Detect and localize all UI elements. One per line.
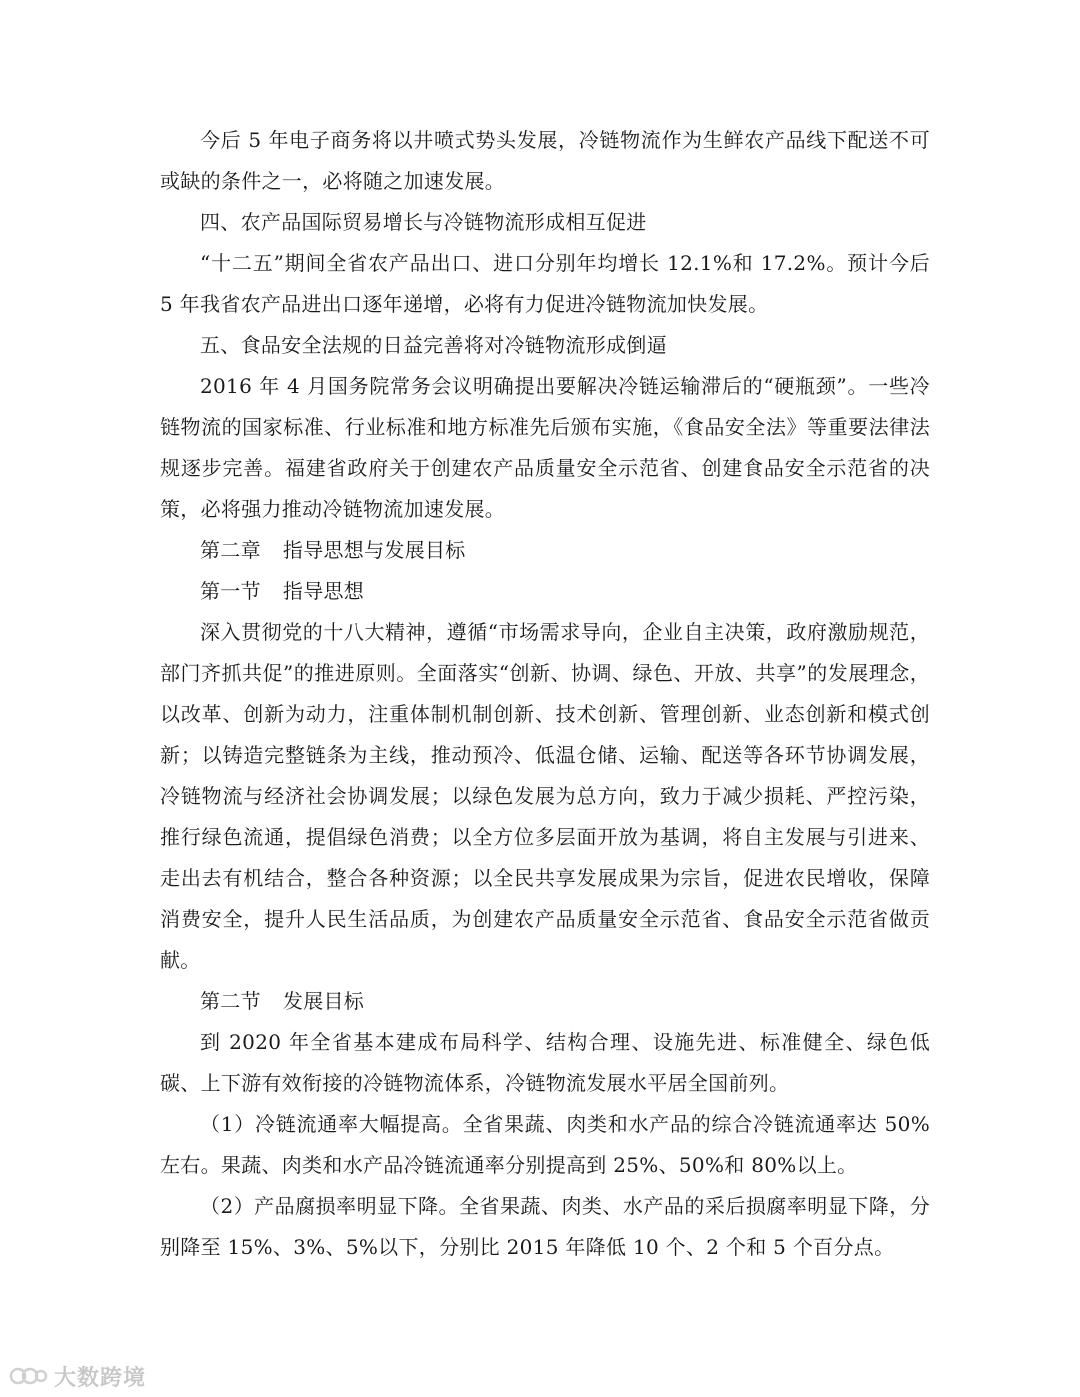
heading-section-5: 五、食品安全法规的日益完善将对冷链物流形成倒逼	[200, 333, 667, 357]
heading-section-2	[160, 981, 930, 1022]
paragraph-ecommerce: 今后 5 年电子商务将以井喷式势头发展，冷链物流作为生鲜农产品线下配送不可或缺的条件之一，必将随之加速发展。	[160, 128, 930, 193]
section-title: 发展目标	[282, 989, 365, 1013]
heading-section-1	[160, 571, 930, 612]
paragraph-trade: “十二五”期间全省农产品出口、进口分别年均增长 12.1%和 17.2%。预计今后 5 年我省农产品进出口逐年递增，必将有力促进冷链物流加快发展。	[160, 251, 930, 316]
paragraph-goal-2: （2）产品腐损率明显下降。全省果蔬、肉类、水产品的采后损腐率明显下降，分别降至 15%、3%、5%以下，分别比 2015 年降低 10 个、2 个和 5 个百分点。	[160, 1194, 930, 1259]
heading-chapter-2	[160, 530, 930, 571]
watermark-logo-icon	[8, 1362, 48, 1390]
document-body	[160, 120, 930, 1268]
chapter-title: 指导思想与发展目标	[282, 538, 466, 562]
paragraph-food-safety: 2016 年 4 月国务院常务会议明确提出要解决冷链运输滞后的“硬瓶颈”。一些冷链物流的国家标准、行业标准和地方标准先后颁布实施，《食品安全法》等重要法律法规逐步完善。福建省政府关于创建农产品质量安全示范省、创建食品安全示范省的决策，必将强力推动冷链物流加速发展。	[160, 374, 930, 521]
section-label: 第一节	[200, 579, 261, 603]
section-label: 第二节	[200, 989, 261, 1013]
heading-section-4: 四、农产品国际贸易增长与冷链物流形成相互促进	[200, 210, 647, 234]
paragraph-goal-1: （1）冷链流通率大幅提高。全省果蔬、肉类和水产品的综合冷链流通率达 50%左右。果蔬、肉类和水产品冷链流通率分别提高到 25%、50%和 80%以上。	[160, 1112, 930, 1177]
paragraph-guiding-thought: 深入贯彻党的十八大精神，遵循“市场需求导向，企业自主决策，政府激励规范，部门齐抓共促”的推进原则。全面落实“创新、协调、绿色、开放、共享”的发展理念，以改革、创新为动力，注重体制机制创新、技术创新、管理创新、业态创新和模式创新；以铸造完整链条为主线，推动预冷、低温仓储、运输、配送等各环节协调发展，冷链物流与经济社会协调发展；以绿色发展为总方向，致力于减少损耗、严控污染，推行绿色流通，提倡绿色消费；以全方位多层面开放为基调，将自主发展与引进来、走出去有机结合，整合各种资源；以全民共享发展成果为宗旨，促进农民增收，保障消费安全，提升人民生活品质，为创建农产品质量安全示范省、食品安全示范省做贡献。	[160, 620, 930, 972]
watermark-text: 大数跨境	[54, 1365, 147, 1391]
paragraph-goal-2020: 到 2020 年全省基本建成布局科学、结构合理、设施先进、标准健全、绿色低碳、上下游有效衔接的冷链物流体系，冷链物流发展水平居全国前列。	[160, 1030, 930, 1095]
section-title: 指导思想	[282, 579, 365, 603]
chapter-label: 第二章	[200, 538, 261, 562]
watermark	[8, 1360, 146, 1392]
